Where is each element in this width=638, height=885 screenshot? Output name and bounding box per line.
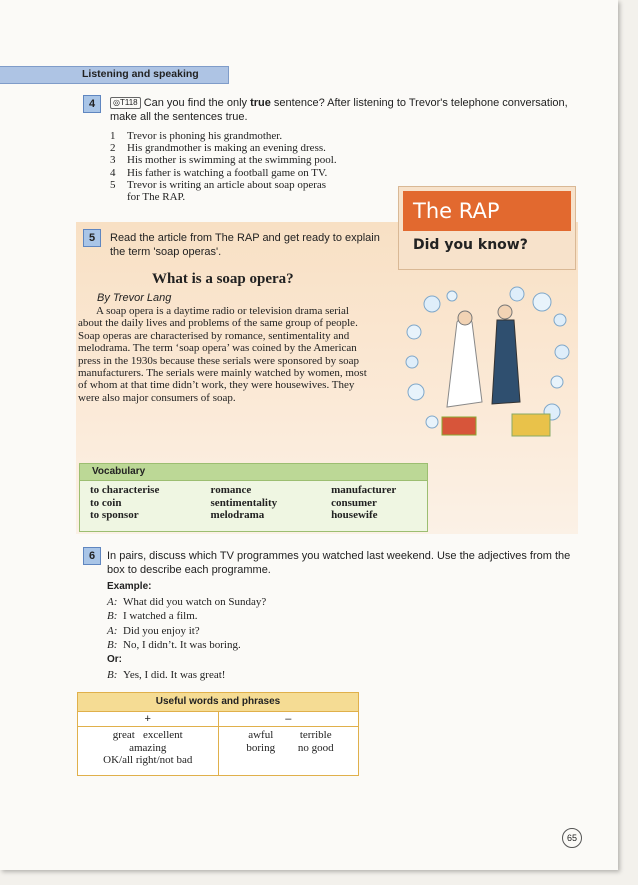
audio-track-label[interactable]: ◎T118: [110, 97, 141, 109]
dialogue-line: B: I watched a film.: [107, 610, 198, 623]
vocabulary-title: Vocabulary: [80, 464, 427, 481]
negative-words: awful boring terrible no good: [246, 729, 334, 754]
dialogue-line: A: What did you watch on Sunday?: [107, 595, 267, 608]
exercise-4-instruction: ◎T118 Can you find the only true sentence? After listening to Trevor's telephone conversation, make all the sentences true.: [110, 97, 568, 123]
vocab-word: to characterise: [90, 484, 160, 496]
example-label: Example:: [107, 581, 152, 592]
vocab-word: housewife: [331, 509, 378, 521]
rap-logo: The RAP: [403, 191, 571, 231]
exercise-5-number: 5: [83, 229, 101, 247]
vocab-word: to coin: [90, 496, 122, 509]
list-item: 1 Trevor is phoning his grandmother.: [110, 130, 283, 142]
article-byline: By Trevor Lang: [97, 292, 172, 304]
useful-words-box: [77, 692, 359, 776]
list-item: 4 His father is watching a football game on TV.: [110, 166, 328, 179]
exercise-5-instruction: Read the article from The RAP and get ready to explain the term 'soap operas'.: [110, 232, 380, 258]
list-item: 5 Trevor is writing an article about soap operas: [110, 178, 327, 191]
article-body: A soap opera is a daytime radio or television drama serial about the daily lives and problems of the same group of people. Soap operas are characterised by romance, sentimentality and melodrama. The term ‘soap opera’ was coined by the American press in the 1930s because these serials were sponsored by soap manufacturers. The serials were mainly watched by women, most of whom at that time didn’t work, they were housewives. They were also major consumers of soap.: [78, 305, 367, 404]
exercise-6-number: 6: [83, 547, 101, 565]
page-number: 65: [562, 828, 582, 848]
positive-header: +: [78, 712, 219, 726]
dialogue-line: B: No, I didn’t. It was boring.: [107, 639, 241, 652]
dialogue-line: B: Yes, I did. It was great!: [107, 668, 226, 681]
list-item: 3 His mother is swimming at the swimming pool.: [110, 154, 337, 167]
vocab-word: manufacturer: [331, 484, 397, 496]
vocabulary-box: [79, 463, 428, 532]
exercise-6-instruction: In pairs, discuss which TV programmes you watched last weekend. Use the adjectives from the box to describe each programme.: [107, 550, 571, 576]
vocab-word: sentimentality: [210, 496, 278, 509]
useful-words-title: Useful words and phrases: [78, 693, 358, 712]
positive-words: great excellent amazing OK/all right/not bad: [78, 727, 219, 776]
list-item: 2 His grandmother is making an evening dress.: [110, 142, 326, 155]
rap-subtitle: Did you know?: [413, 237, 528, 253]
sentence-list: [110, 130, 337, 203]
exercise-4-number: 4: [83, 95, 101, 113]
rap-banner: [398, 186, 576, 270]
vocab-word: romance: [210, 484, 252, 496]
section-title: Listening and speaking: [82, 68, 199, 80]
vocab-word: melodrama: [210, 509, 265, 521]
or-label: Or:: [107, 653, 122, 665]
vocab-word: to sponsor: [90, 509, 139, 521]
negative-header: –: [285, 713, 292, 725]
wedding-illustration: [402, 282, 572, 452]
article-title: What is a soap opera?: [152, 271, 294, 287]
dialogue-line: A: Did you enjoy it?: [107, 624, 200, 637]
example-dialogue: [107, 580, 266, 682]
list-item: for The RAP.: [127, 191, 186, 204]
vocab-word: consumer: [331, 496, 377, 509]
section-header: [0, 66, 229, 84]
